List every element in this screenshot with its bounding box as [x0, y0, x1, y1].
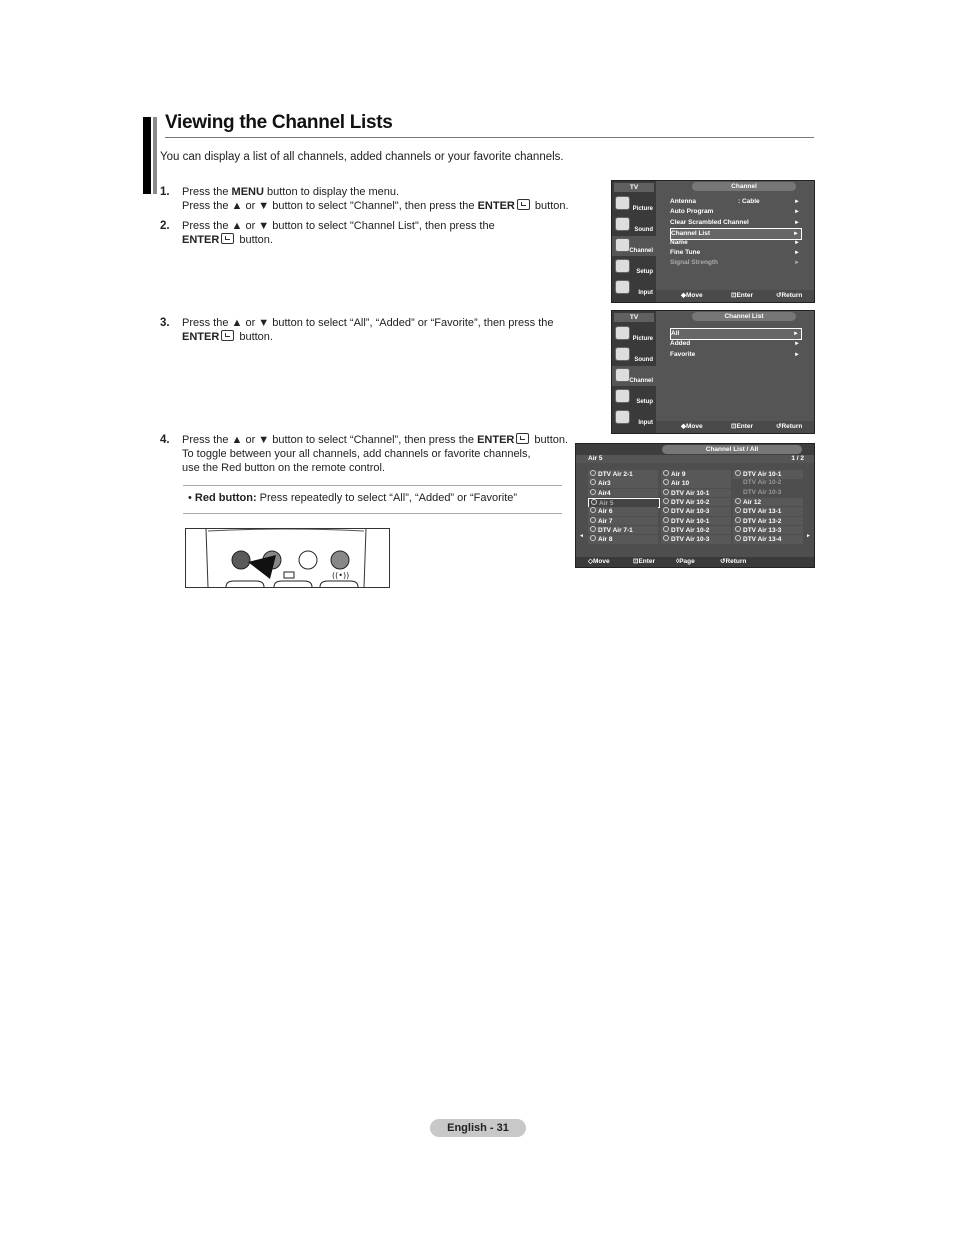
channel-item[interactable] [733, 517, 803, 526]
osd-channel-list-menu [611, 310, 815, 434]
menu-item-signal-strength[interactable]: Signal Strength ► [670, 259, 800, 266]
checkmark-icon [663, 526, 669, 532]
step-1: 1. Press the MENU button to display the menu. Press the ▲ or ▼ button to select "Channel", then press the ENTER button. [160, 186, 569, 212]
channel-name: Air4 [598, 489, 611, 497]
checkmark-icon [735, 526, 741, 532]
checkmark-icon [591, 499, 597, 505]
channel-item[interactable] [733, 526, 803, 535]
channel-name: DTV Air 10-2 [671, 498, 710, 506]
osd-footer [576, 557, 814, 567]
mts-icon: ((•)) [332, 571, 350, 580]
pointer-arrow [248, 555, 276, 579]
osd-sidebar: TV Picture Sound Channel Setup Input [612, 181, 656, 302]
channel-name: DTV Air 13-3 [743, 526, 782, 534]
channel-name: DTV Air 10-2 [671, 526, 710, 534]
picture-icon [615, 326, 630, 340]
osd-header: Channel [692, 182, 796, 191]
osd-header: Channel List / All [662, 445, 802, 454]
channel-name: Air 7 [598, 517, 613, 525]
input-icon [615, 280, 630, 294]
step-number: 1. [160, 186, 170, 198]
channel-name: DTV Air 13-2 [743, 517, 782, 525]
page-indicator: 1 / 2 [791, 455, 804, 462]
checkmark-icon [663, 470, 669, 476]
title-bar-accent [143, 117, 151, 194]
menu-item-clear-scrambled[interactable]: Clear Scrambled Channel ► [670, 219, 800, 226]
yellow-button [299, 551, 317, 569]
enter-hint: ⊡ Enter [731, 423, 754, 430]
checkmark-icon [590, 526, 596, 532]
sidebar-item-channel[interactable]: Channel [612, 366, 656, 386]
checkmark-icon [590, 479, 596, 485]
menu-item-added[interactable]: Added ► [670, 340, 800, 347]
channel-name: DTV Air 10-1 [671, 517, 710, 525]
arrow-right-icon: ► [794, 341, 800, 347]
channel-name: Air 10 [671, 480, 690, 488]
channel-name: Air 8 [598, 536, 613, 544]
red-button [232, 551, 250, 569]
checkmark-icon [735, 470, 741, 476]
checkmark-icon [663, 507, 669, 513]
checkmark-icon [663, 479, 669, 485]
arrow-right-icon: ► [793, 331, 799, 337]
sound-icon [615, 217, 630, 231]
osd-sidebar: TV Picture Sound Channel Setup Input [612, 311, 656, 433]
enter-icon [221, 330, 234, 341]
intro-text: You can display a list of all channels, added channels or your favorite channels. [160, 151, 564, 163]
page-hint: ◊ Page [676, 558, 695, 565]
arrow-right-icon: ► [794, 260, 800, 266]
blue-button [331, 551, 349, 569]
scroll-left-icon[interactable]: ◄ [579, 533, 584, 539]
channel-item[interactable] [588, 517, 658, 526]
channel-item[interactable] [733, 498, 803, 507]
step-2: 2. Press the ▲ or ▼ button to select "Channel List", then press the ENTER button. [160, 220, 495, 246]
sidebar-item-setup[interactable]: Setup [612, 257, 656, 277]
channel-item[interactable] [661, 517, 731, 526]
page-number: English - 31 [430, 1119, 526, 1137]
step-number: 4. [160, 434, 170, 446]
enter-hint: ⊡ Enter [731, 292, 754, 299]
menu-item-all[interactable]: All ► [670, 328, 802, 340]
checkmark-icon [590, 489, 596, 495]
step-number: 2. [160, 220, 170, 232]
sidebar-item-setup[interactable]: Setup [612, 387, 656, 407]
channel-item[interactable] [733, 479, 803, 488]
return-hint: ↺ Return [776, 292, 803, 299]
osd-footer [656, 290, 814, 302]
checkmark-icon [663, 517, 669, 523]
checkmark-icon [590, 470, 596, 476]
channel-item[interactable] [733, 535, 803, 544]
channel-name: Air 6 [598, 508, 613, 516]
arrow-right-icon: ► [794, 199, 800, 205]
channel-icon [615, 238, 630, 252]
osd-main [656, 311, 814, 433]
channel-item[interactable] [661, 526, 731, 535]
menu-item-channel-list[interactable]: Channel List ► [670, 228, 802, 240]
picture-icon [615, 196, 630, 210]
channel-item[interactable] [588, 507, 658, 516]
checkmark-icon [590, 517, 596, 523]
arrow-right-icon: ► [793, 231, 799, 237]
enter-icon [221, 233, 234, 244]
sidebar-item-sound[interactable]: Sound [612, 345, 656, 365]
channel-item[interactable] [733, 470, 803, 479]
channel-item[interactable] [661, 498, 731, 507]
channel-name: Air3 [598, 480, 611, 488]
title-rule [165, 137, 814, 138]
arrow-right-icon: ► [794, 209, 800, 215]
arrow-right-icon: ► [794, 240, 800, 246]
sidebar-item-sound[interactable]: Sound [612, 215, 656, 235]
channel-name: Air 5 [599, 499, 614, 507]
channel-item[interactable] [733, 489, 803, 498]
channel-item[interactable] [661, 470, 731, 479]
channel-name: DTV Air 13-1 [743, 508, 782, 516]
osd-channel-menu [611, 180, 815, 303]
menu-item-antenna[interactable]: Antenna : Cable ► [670, 198, 800, 205]
channel-icon [615, 368, 630, 382]
channel-name: DTV Air 10-1 [671, 489, 710, 497]
checkmark-icon [663, 489, 669, 495]
channel-item[interactable] [661, 479, 731, 488]
menu-item-auto-program[interactable]: Auto Program ► [670, 208, 800, 215]
channel-name: Air 12 [743, 498, 762, 506]
channel-item[interactable] [661, 489, 731, 498]
move-hint: ◆ Move [681, 423, 703, 430]
osd-main [656, 181, 814, 302]
channel-name: DTV Air 13-4 [743, 536, 782, 544]
red-button-note: • Red button: Press repeatedly to select “All”, “Added” or “Favorite” [183, 485, 562, 514]
enter-icon [516, 433, 529, 444]
page-title: Viewing the Channel Lists [165, 112, 393, 133]
menu-item-fine-tune[interactable]: Fine Tune ► [670, 249, 800, 256]
checkmark-icon [735, 535, 741, 541]
return-hint: ↺ Return [720, 558, 747, 565]
checkmark-icon [590, 535, 596, 541]
input-icon [615, 410, 630, 424]
channel-item[interactable] [588, 526, 658, 535]
title-bar-accent-gray [153, 117, 157, 194]
sidebar-item-picture[interactable]: Picture [612, 324, 656, 344]
channel-grid [576, 463, 814, 560]
channel-name: DTV Air 10-3 [671, 536, 710, 544]
osd-header: Channel List [692, 312, 796, 321]
checkmark-icon [663, 535, 669, 541]
current-channel: Air 5 [588, 455, 603, 462]
menu-item-favorite[interactable]: Favorite ► [670, 351, 800, 358]
channel-name: DTV Air 10-1 [743, 471, 782, 478]
checkmark-icon [735, 507, 741, 513]
checkmark-icon [735, 498, 741, 504]
channel-item[interactable] [661, 535, 731, 544]
return-hint: ↺ Return [776, 423, 803, 430]
arrow-right-icon: ► [794, 220, 800, 226]
step-3: 3. Press the ▲ or ▼ button to select “All”, “Added” or “Favorite”, then press the ENTER button. [160, 317, 554, 343]
enter-hint: ⊡ Enter [633, 558, 656, 565]
menu-icon [284, 572, 294, 578]
channel-item[interactable] [588, 479, 658, 488]
remote-control-illustration [185, 528, 390, 588]
sound-icon [615, 347, 630, 361]
step-4: 4. Press the ▲ or ▼ button to select “Channel”, then press the ENTER button. To toggle between your all channels, add channels or favorite channels, use the Red button on the remote control. [160, 434, 569, 474]
scroll-right-icon[interactable]: ► [806, 533, 811, 539]
osd-footer [656, 421, 814, 433]
step-number: 3. [160, 317, 170, 329]
enter-icon [517, 199, 530, 210]
channel-name: DTV Air 2-1 [598, 471, 633, 478]
channel-item[interactable] [733, 507, 803, 516]
sidebar-item-input[interactable]: Input [612, 408, 656, 428]
setup-icon [615, 259, 630, 273]
channel-name: DTV Air 10-3 [671, 508, 710, 516]
setup-icon [615, 389, 630, 403]
channel-name: DTV Air 7-1 [598, 526, 633, 534]
channel-name: DTV Air 10-2 [743, 479, 782, 487]
move-hint: ◆ Move [681, 292, 703, 299]
current-channel-bar [576, 455, 814, 463]
channel-item[interactable] [661, 507, 731, 516]
arrow-right-icon: ► [794, 250, 800, 256]
menu-item-name[interactable]: Name ► [670, 239, 800, 246]
move-hint: ◇ Move [588, 558, 610, 565]
sidebar-item-picture[interactable]: Picture [612, 194, 656, 214]
channel-item[interactable] [588, 535, 658, 544]
checkmark-icon [735, 517, 741, 523]
checkmark-icon [590, 507, 596, 513]
arrow-right-icon: ► [794, 352, 800, 358]
channel-name: DTV Air 10-3 [743, 488, 782, 496]
channel-item[interactable] [588, 489, 658, 498]
sidebar-item-channel[interactable]: Channel [612, 236, 656, 256]
channel-name: Air 9 [671, 471, 686, 478]
osd-channel-list-all [575, 443, 815, 568]
channel-item[interactable] [588, 470, 658, 479]
sidebar-item-input[interactable]: Input [612, 278, 656, 298]
checkmark-icon [663, 498, 669, 504]
remote-drawing [186, 529, 389, 587]
